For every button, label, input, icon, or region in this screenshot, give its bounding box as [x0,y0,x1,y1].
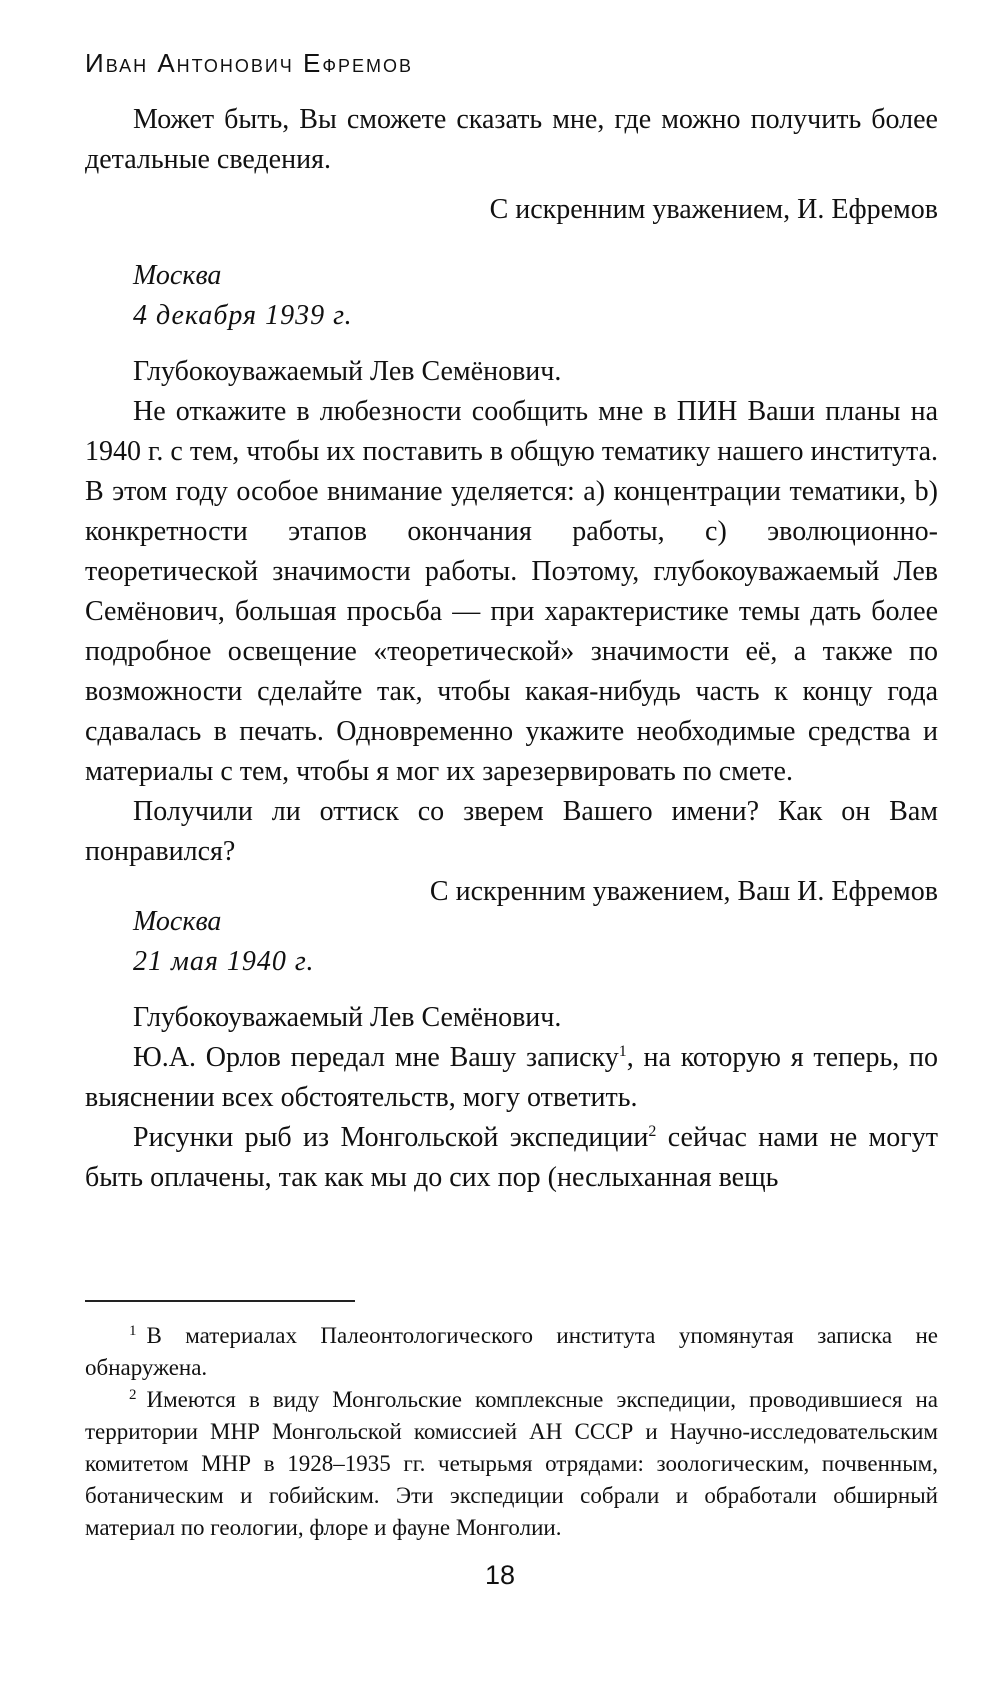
letter-2-p1-text: Ю.А. Орлов передал мне Вашу записку [133,1042,619,1073]
letter-2-paragraph [85,1038,938,1118]
letter-2-p1-text: , на которую я теперь, по выяснении всех обстоятельств, могу ответить. [85,1042,938,1113]
letter-1-paragraph: Не откажите в любезности сообщить мне в ПИН Ваши планы на 1940 г. с тем, чтобы их поставить в общую тематику нашего института. В этом году особое внимание уделяется: а) концентрации тематики, b) конкретности этапов окончания работы, с) эволюционно-теоретической значимости работы. Поэтому, глубокоуважаемый Лев Семёнович, большая просьба — при характеристике темы дать более подробное освещение «теоретической» значимости её, а также по возможности сделайте так, чтобы какая-нибудь часть к концу года сдавалась в печать. Одновременно укажите необходимые средства и материалы с тем, чтобы я мог их зарезервировать по смете. [85,396,938,787]
letter-1-signature: С искренним уважением, Ваш И. Ефремов [429,876,938,907]
continuation-block [85,100,938,230]
letter-2-date: 21 мая 1940 г. [133,946,315,977]
footnotes [85,1320,938,1544]
footnote-text: Имеются в виду Монгольские комплексные экспедиции, проводившиеся на территории МНР Монгольской комиссией АН СССР и Научно-исследовательским комитетом МНР в 1928–1935 гг. четырьмя отрядами: зоологическим, почвенным, ботаническим и гобийским. Эти экспедиции собрали и обработали обширный материал по геологии, флоре и фауне Монголии. [85,1387,938,1540]
footnote-marker: 2 [129,1387,137,1403]
letter-1-paragraph: Получили ли оттиск со зверем Вашего имени? Как он Вам понравился? [85,796,938,867]
page-number: 18 [484,1560,516,1590]
letter-2-paragraph [85,1118,938,1198]
footnote-ref-2[interactable]: 2 [648,1123,657,1140]
letter-2-p2-text: сейчас нами не могут быть оплачены, так как мы до сих пор (неслыханная вещь [85,1122,938,1193]
continuation-paragraph: Может быть, Вы сможете сказать мне, где можно получить более детальные сведения. [85,104,938,175]
footnote-1 [85,1320,938,1384]
letter-2 [85,902,938,1198]
running-head: Иван Антонович Ефремов [85,48,414,78]
letter-2-place: Москва [133,906,222,937]
letter-2-greeting: Глубокоуважаемый Лев Семёнович. [133,1002,562,1033]
letter-1-date: 4 декабря 1939 г. [133,300,353,331]
letter-2-p2-text: Рисунки рыб из Монгольской экспедиции [133,1122,649,1153]
signature-1: С искренним уважением, И. Ефремов [489,194,938,225]
footnote-text: В материалах Палеонтологического института упомянутая записка не обнаружена. [85,1323,938,1380]
footnote-marker: 1 [129,1323,137,1339]
footnote-ref-1[interactable]: 1 [618,1043,627,1060]
letter-1-greeting: Глубокоуважаемый Лев Семёнович. [133,356,562,387]
footnote-2 [85,1384,938,1544]
letter-1 [85,256,938,912]
footnote-divider [85,1300,355,1302]
letter-1-place: Москва [133,260,222,291]
